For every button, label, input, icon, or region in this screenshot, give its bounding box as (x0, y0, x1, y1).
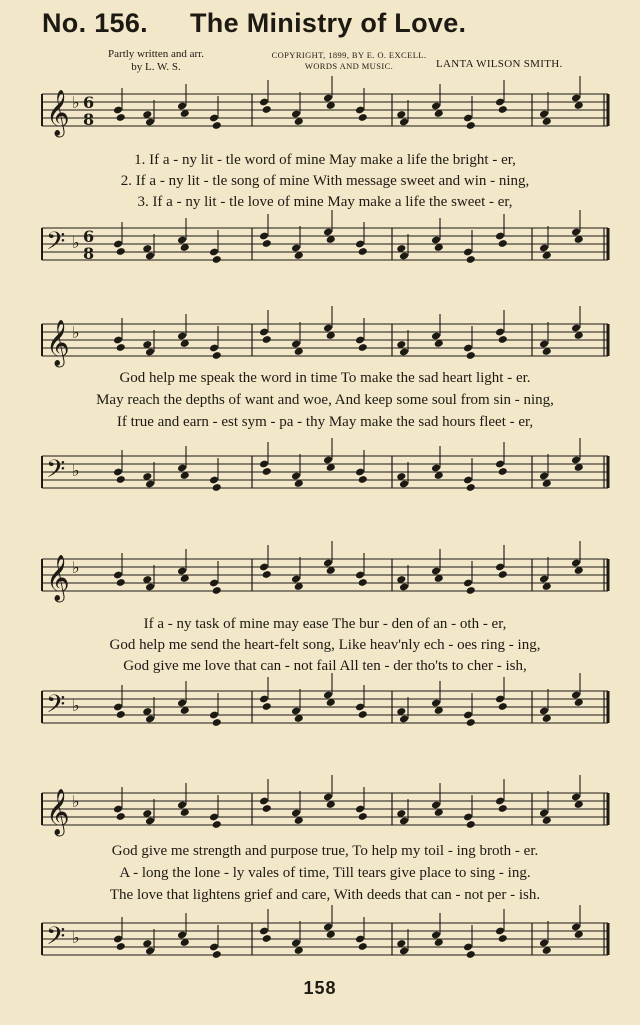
flat-key-signature: ♭ (72, 323, 80, 342)
bass-clef: 𝄢 (46, 455, 66, 490)
bass-clef: 𝄢 (46, 922, 66, 957)
bass-staff-3 (38, 683, 612, 747)
music-system-1 (38, 80, 612, 280)
bass-clef: 𝄢 (46, 690, 66, 725)
verse-2-line: 2. If a - ny lit - tle song of mine With message sweet and win - ning, (120, 173, 530, 189)
bass-staff-2 (38, 448, 612, 512)
words-credit-line1: Partly written and arr. (108, 48, 204, 60)
music-system-4 (38, 775, 612, 975)
verse-3-line: 3. If a - ny lit - tle love of mine May make a life the sweet - er, (137, 194, 513, 210)
bass-clef: 𝄢 (46, 227, 66, 262)
flat-key-signature: ♭ (72, 93, 80, 112)
music-system-2 (38, 310, 612, 510)
bass-staff-1 (38, 220, 612, 284)
verse-3-line: If true and earn - est sym - pa - thy May make the sad hours fleet - er, (116, 414, 534, 430)
words-credit-line2: by L. W. S. (131, 61, 181, 73)
music-credit: LANTA WILSON SMITH. (436, 58, 563, 70)
copyright-line2: WORDS AND MUSIC. (304, 61, 394, 71)
verse-1-line: God help me speak the word in time To make the sad heart light - er. (119, 370, 531, 386)
flat-key-signature: ♭ (72, 696, 80, 715)
verse-3-line: God give me love that can - not fail All ten - der tho'ts to cher - ish, (123, 658, 527, 674)
credits (40, 48, 620, 78)
time-signature-top: 6 (83, 93, 95, 112)
verse-1-line: If a - ny task of mine may ease The bur - den of an - oth - er, (143, 616, 507, 632)
treble-staff-4 (38, 785, 612, 849)
treble-clef: 𝄞 (46, 320, 70, 366)
flat-key-signature: ♭ (72, 558, 80, 577)
treble-clef: 𝄞 (46, 789, 70, 835)
time-signature-top: 6 (83, 227, 95, 246)
words-credit (86, 48, 226, 74)
time-signature-bottom: 8 (83, 110, 95, 129)
flat-key-signature: ♭ (72, 461, 80, 480)
verse-2-line: A - long the lone - ly vales of time, Till tears give place to sing - ing. (119, 865, 531, 881)
copyright-notice (254, 50, 444, 72)
treble-clef: 𝄞 (46, 90, 70, 136)
verse-1-line: God give me strength and purpose true, To help my toil - ing broth - er. (111, 843, 539, 859)
verse-2-line: May reach the depths of want and woe, And keep some soul from sin - ning, (96, 392, 554, 408)
flat-key-signature: ♭ (72, 233, 80, 252)
flat-key-signature: ♭ (72, 928, 80, 947)
page-number: 158 (303, 978, 337, 998)
title-row (42, 4, 620, 44)
verse-1-line: 1. If a - ny lit - tle word of mine May make a life the bright - er, (134, 152, 516, 168)
time-signature-bottom: 8 (83, 244, 95, 263)
treble-staff-1 (38, 86, 612, 150)
copyright-line1: COPYRIGHT, 1899, BY E. O. EXCELL. (271, 50, 427, 60)
bass-staff-4 (38, 915, 612, 979)
flat-key-signature: ♭ (72, 792, 80, 811)
hymn-number: No. 156. (42, 8, 148, 38)
hymn-title: The Ministry of Love. (190, 8, 467, 38)
treble-clef: 𝄞 (46, 555, 70, 601)
verse-3-line: The love that lightens grief and care, With deeds that can - not per - ish. (109, 887, 541, 903)
music-system-3 (38, 545, 612, 745)
verse-2-line: God help me send the heart-felt song, Like heav'nly ech - oes ring - ing, (109, 637, 541, 653)
treble-staff-3 (38, 551, 612, 615)
